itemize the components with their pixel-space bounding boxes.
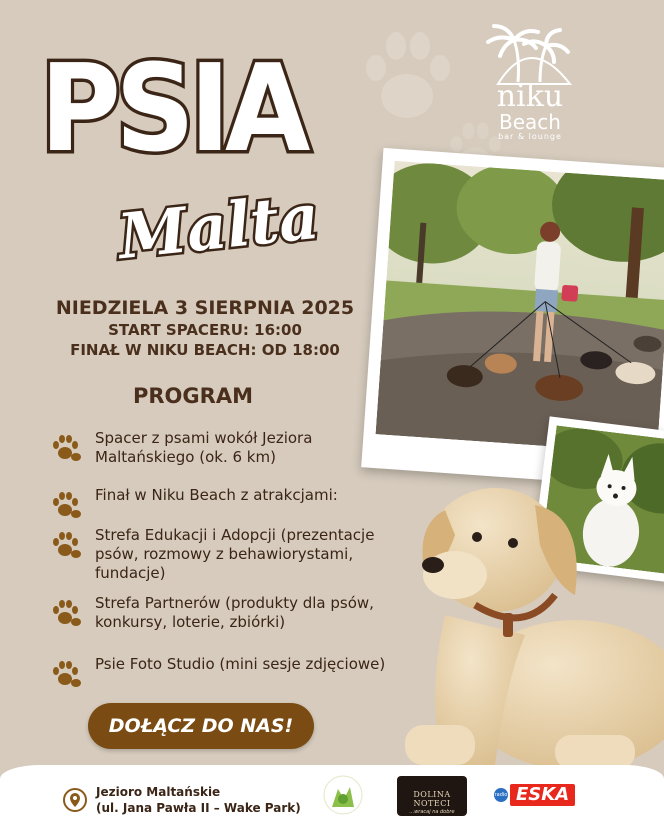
event-title (40, 40, 380, 274)
program-item (52, 486, 395, 520)
program-item-text: Strefa Edukacji i Adopcji (prezentacje psów, rozmowy z behawiorystami, fundacje) (95, 526, 375, 582)
logo-beach: Beach (499, 110, 561, 134)
dolina-tagline: ...wracaj na dobre (409, 809, 455, 815)
location-address: (ul. Jana Pawła II – Wake Park) (96, 801, 301, 815)
shelter-logo (322, 773, 364, 823)
event-final-time: FINAŁ W NIKU BEACH: OD 18:00 (70, 341, 340, 359)
program-item-text: Strefa Partnerów (produkty dla psów, konkursy, loterie, zbiórki) (95, 594, 374, 631)
program-item-text: Psie Foto Studio (mini sesje zdjęciowe) (95, 655, 386, 673)
logo-tagline: bar & lounge (498, 132, 562, 141)
event-date: NIEDZIELA 3 SIERPNIA 2025 (55, 297, 355, 319)
location-name: Jezioro Maltańskie (96, 785, 221, 799)
event-location (96, 784, 301, 816)
program-item (52, 526, 395, 583)
program-item (52, 429, 395, 467)
program-item (52, 655, 425, 689)
event-start-time: START SPACERU: 16:00 (108, 321, 302, 339)
eska-wordmark: ESKA (510, 784, 575, 806)
program-item-text: Finał w Niku Beach z atrakcjami: (95, 486, 338, 504)
paw-icon (52, 530, 82, 560)
event-date-block (30, 296, 380, 360)
paw-icon (52, 433, 82, 463)
logo-name: niku (496, 79, 564, 114)
program-item (52, 594, 395, 632)
radio-eska-logo (494, 784, 575, 806)
paw-icon (52, 659, 82, 689)
dolina-name: DOLINA NOTECI (413, 790, 451, 808)
join-us-button[interactable]: DOŁĄCZ DO NAS! (88, 703, 314, 749)
palm-trees-icon (478, 22, 582, 86)
paw-icon (52, 490, 82, 520)
labrador-puppy-image (385, 465, 664, 785)
dolina-noteci-logo (397, 776, 467, 816)
program-item-text: Spacer z psami wokół Jeziora Maltańskiego (ok. 6 km) (95, 429, 313, 466)
program-heading: PROGRAM (133, 384, 253, 408)
location-pin-icon (62, 787, 88, 813)
radio-badge: radio (494, 788, 508, 802)
niku-beach-logo (470, 22, 590, 142)
title-psia: PSIA (40, 40, 305, 179)
title-malta: Malta (114, 179, 323, 274)
paw-icon (52, 598, 82, 628)
